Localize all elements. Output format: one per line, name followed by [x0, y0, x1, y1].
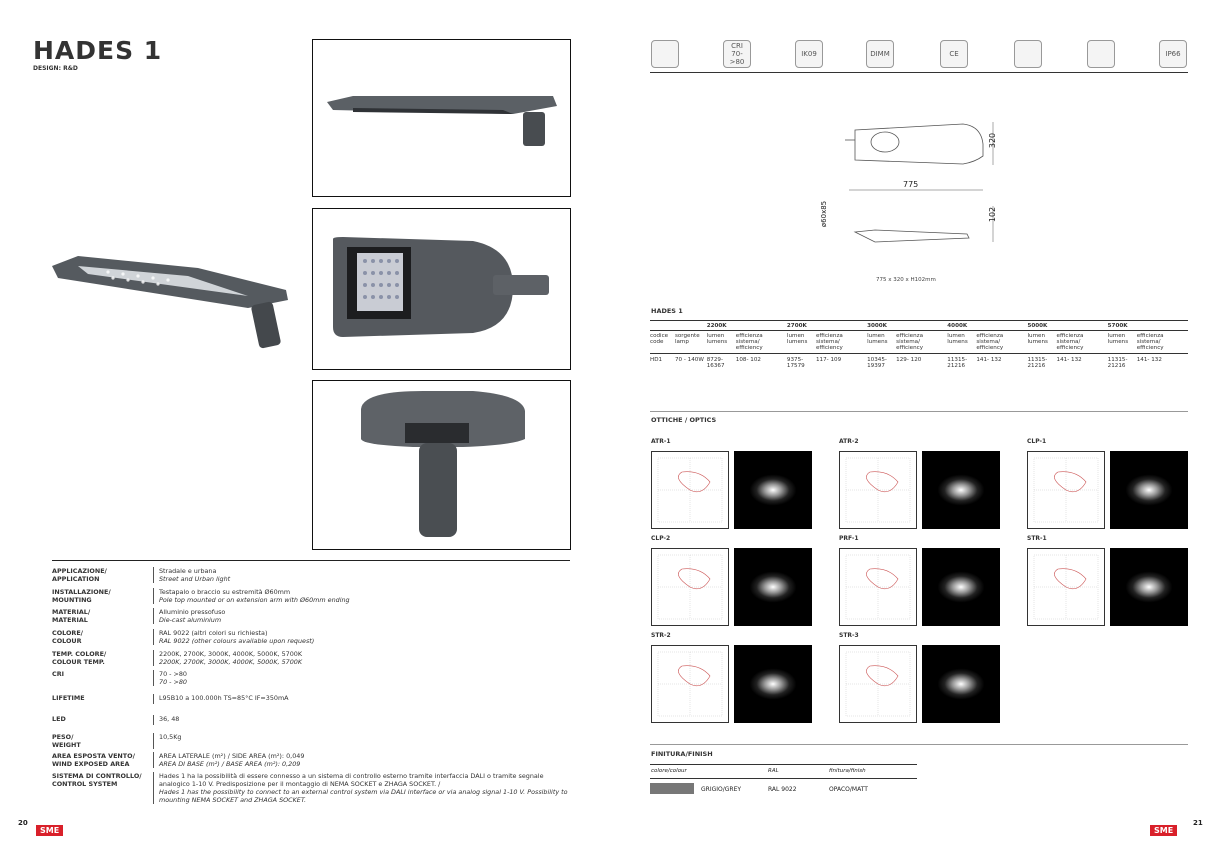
photometric-table-grid: [650, 322, 1188, 372]
spec-row: [52, 670, 572, 686]
product-photo-side: [312, 39, 571, 197]
spec-label: LED: [52, 715, 66, 723]
ip66-icon: IP66: [1159, 40, 1187, 68]
spec-separator: [153, 752, 154, 768]
spec-separator: [153, 567, 154, 583]
head-eff: efficienza sistema/ efficiency: [1137, 331, 1188, 354]
optic-polar-graph: [839, 645, 917, 723]
head-lumen: lumen lumens: [787, 331, 816, 354]
class-i-icon: [1014, 40, 1042, 68]
spec-value: L95B10 a 100.000h TS=85°C IF=350mA: [159, 694, 289, 702]
head-lumen: lumen lumens: [947, 331, 976, 354]
spec-label: APPLICAZIONE/ APPLICATION: [52, 567, 107, 583]
row-lumen: 8729- 16367: [706, 357, 725, 369]
optic-label: STR-3: [839, 632, 859, 639]
spec-value: 2200K, 2700K, 3000K, 4000K, 5000K, 5700K 2200K, 2700K, 3000K, 4000K, 5000K, 5700K: [159, 650, 303, 666]
finish-rule-2: [650, 778, 917, 779]
page-number-right: 21: [1193, 819, 1203, 827]
product-photo-front: [312, 380, 571, 550]
spec-separator: [153, 715, 154, 725]
optic-beam-image: [922, 645, 1000, 723]
optic-polar-graph: [651, 645, 729, 723]
product-image-main: [48, 248, 293, 353]
spec-row: [52, 567, 572, 583]
spec-row: [52, 733, 572, 749]
row-lumen: 11315- 21216: [947, 357, 968, 369]
optic-polar-graph: [1027, 451, 1105, 529]
dimension-drawing: [820, 110, 1015, 260]
finish-swatch: [650, 783, 694, 794]
spec-label: PESO/ WEIGHT: [52, 733, 81, 749]
temp-header: 5700K: [1108, 322, 1188, 331]
spec-row: [52, 715, 572, 725]
table-title: HADES 1: [651, 307, 683, 315]
optic-beam-image: [1110, 548, 1188, 626]
row-lumen: 10345- 19397: [867, 357, 887, 369]
dim-height: 102: [988, 206, 998, 223]
row-lumen: 9375- 17579: [786, 357, 805, 369]
optics-divider: [650, 411, 1188, 412]
row-eff: 129- 120: [896, 357, 922, 363]
spec-separator: [153, 670, 154, 686]
product-photo-bottom: [312, 208, 571, 370]
spec-value: AREA LATERALE (m²) / SIDE AREA (m²): 0,049 AREA DI BASE (m²) / BASE AREA (m²): 0,209: [159, 752, 305, 768]
spec-row: [52, 629, 572, 645]
finish-divider: [650, 744, 1188, 745]
head-lumen: lumen lumens: [1027, 331, 1056, 354]
optic-label: ATR-2: [839, 438, 859, 445]
optic-beam-image: [734, 645, 812, 723]
finish-head-finish: finitura/finish: [829, 768, 866, 774]
row-eff: 141- 132: [1056, 357, 1082, 363]
spec-value: Testapalo o braccio su estremità Ø60mm Pole top mounted or on extension arm with Ø60mm ending: [159, 588, 350, 604]
spec-label: AREA ESPOSTA VENTO/ WIND EXPOSED AREA: [52, 752, 135, 768]
temp-header: 5000K: [1027, 322, 1107, 331]
spec-label: TEMP. COLORE/ COLOUR TEMP.: [52, 650, 107, 666]
spec-label: INSTALLAZIONE/ MOUNTING: [52, 588, 111, 604]
finish-colour: GRIGIO/GREY: [701, 786, 742, 793]
spec-separator: [153, 694, 154, 704]
head-eff: efficienza sistema/ efficiency: [736, 331, 787, 354]
head-eff: efficienza sistema/ efficiency: [976, 331, 1027, 354]
optics-title: OTTICHE / OPTICS: [651, 416, 717, 424]
head-lumen: lumen lumens: [1108, 331, 1137, 354]
icons-divider: [650, 72, 1188, 73]
ik09-icon: IK09: [795, 40, 823, 68]
finish-head-ral: RAL: [768, 768, 779, 774]
spec-value: Stradale e urbana Street and Urban light: [159, 567, 231, 583]
optic-label: PRF-1: [839, 535, 859, 542]
row-eff: 108- 102: [735, 357, 761, 363]
optic-polar-graph: [1027, 548, 1105, 626]
table-top-rule: [650, 320, 1188, 321]
optic-label: STR-1: [1027, 535, 1047, 542]
ce-icon: CE: [940, 40, 968, 68]
spec-value: 10,5Kg: [159, 733, 182, 741]
optic-label: ATR-1: [651, 438, 671, 445]
page-title: HADES 1: [33, 36, 163, 65]
spec-row: [52, 588, 572, 604]
spec-separator: [153, 650, 154, 666]
spec-label: SISTEMA DI CONTROLLO/ CONTROL SYSTEM: [52, 772, 142, 788]
spec-value: Hades 1 ha la possibilità di essere connesso a un sistema di controllo esterno tramite interfaccia DALI o tramite segnale analogico 1-10 V. Predisposizione per il montaggio di NEMA SOCKET e ZHAGA SOCKET. / Hades 1 has the possibility to connect to an external control system via DALI interface or via analog signal 1-10 V. Possibility to mounting NEMA SOCKET and ZHAGA SOCKET.: [159, 772, 568, 804]
temp-header: 2200K: [707, 322, 787, 331]
optic-label: STR-2: [651, 632, 671, 639]
cri-icon: CRI 70->80: [723, 40, 751, 68]
spec-row: [52, 650, 572, 666]
optic-label: CLP-1: [1027, 438, 1047, 445]
optic-polar-graph: [839, 451, 917, 529]
ambient-icon: [651, 40, 679, 68]
optic-beam-image: [922, 548, 1000, 626]
head-eff: efficienza sistema/ efficiency: [816, 331, 867, 354]
spec-label: CRI: [52, 670, 64, 678]
spec-row: [52, 752, 572, 768]
dimensions-caption: 775 x 320 x H102mm: [876, 277, 936, 283]
finish-title: FINITURA/FINISH: [651, 750, 713, 758]
spec-separator: [153, 629, 154, 645]
row-eff: 117- 109: [815, 357, 842, 363]
sme-logo-right: SME: [1150, 818, 1177, 837]
row-source: 70 - 140W: [674, 357, 704, 363]
temp-header: 2700K: [787, 322, 867, 331]
dim-width: 320: [988, 132, 998, 149]
row-eff: 141- 132: [976, 357, 1002, 363]
sme-logo-left: SME: [36, 818, 63, 837]
class-ii-icon: [1087, 40, 1115, 68]
finish-head-colour: colore/colour: [651, 768, 687, 774]
spec-separator: [153, 608, 154, 624]
optic-beam-image: [734, 548, 812, 626]
spec-label: COLORE/ COLOUR: [52, 629, 84, 645]
optic-polar-graph: [651, 548, 729, 626]
spec-separator: [153, 588, 154, 604]
head-eff: efficienza sistema/ efficiency: [896, 331, 947, 354]
spec-separator: [153, 772, 154, 804]
spec-value: RAL 9022 (altri colori su richiesta) RAL 9022 (other colours available upon request): [159, 629, 315, 645]
head-source: sorgente lamp: [675, 331, 707, 354]
finish-rule: [650, 764, 917, 765]
optic-beam-image: [1110, 451, 1188, 529]
design-credit: DESIGN: R&D: [33, 65, 78, 72]
head-lumen: lumen lumens: [707, 331, 736, 354]
spec-value: 36, 48: [159, 715, 180, 723]
temp-header: 4000K: [947, 322, 1027, 331]
optic-polar-graph: [651, 451, 729, 529]
finish-type: OPACO/MATT: [829, 786, 868, 793]
row-eff: 141- 132: [1136, 357, 1162, 363]
optic-polar-graph: [839, 548, 917, 626]
spec-label: MATERIAL/ MATERIAL: [52, 608, 91, 624]
optic-beam-image: [734, 451, 812, 529]
temp-header: 3000K: [867, 322, 947, 331]
head-eff: efficienza sistema/ efficiency: [1057, 331, 1108, 354]
row-lumen: 11315- 21216: [1107, 357, 1128, 369]
head-code: codice code: [650, 331, 675, 354]
photometric-table: [650, 322, 1188, 372]
spec-separator: [153, 733, 154, 749]
spec-row: [52, 772, 572, 804]
head-lumen: lumen lumens: [867, 331, 896, 354]
spec-row: [52, 608, 572, 624]
spec-value: 70 - >80 70 - >80: [159, 670, 187, 686]
dim-pole: ø60x85: [820, 200, 829, 228]
optic-beam-image: [922, 451, 1000, 529]
spec-row: [52, 694, 572, 704]
spec-value: Alluminio pressofuso Die-cast aluminium: [159, 608, 226, 624]
optic-label: CLP-2: [651, 535, 671, 542]
dimm-icon: DIMM: [866, 40, 894, 68]
finish-ral: RAL 9022: [768, 786, 797, 793]
page-number-left: 20: [18, 819, 28, 827]
spec-label: LIFETIME: [52, 694, 85, 702]
row-lumen: 11315- 21216: [1027, 357, 1048, 369]
row-code: HD1: [650, 357, 663, 363]
specs-divider: [52, 560, 570, 561]
dim-length: 775: [903, 180, 919, 189]
